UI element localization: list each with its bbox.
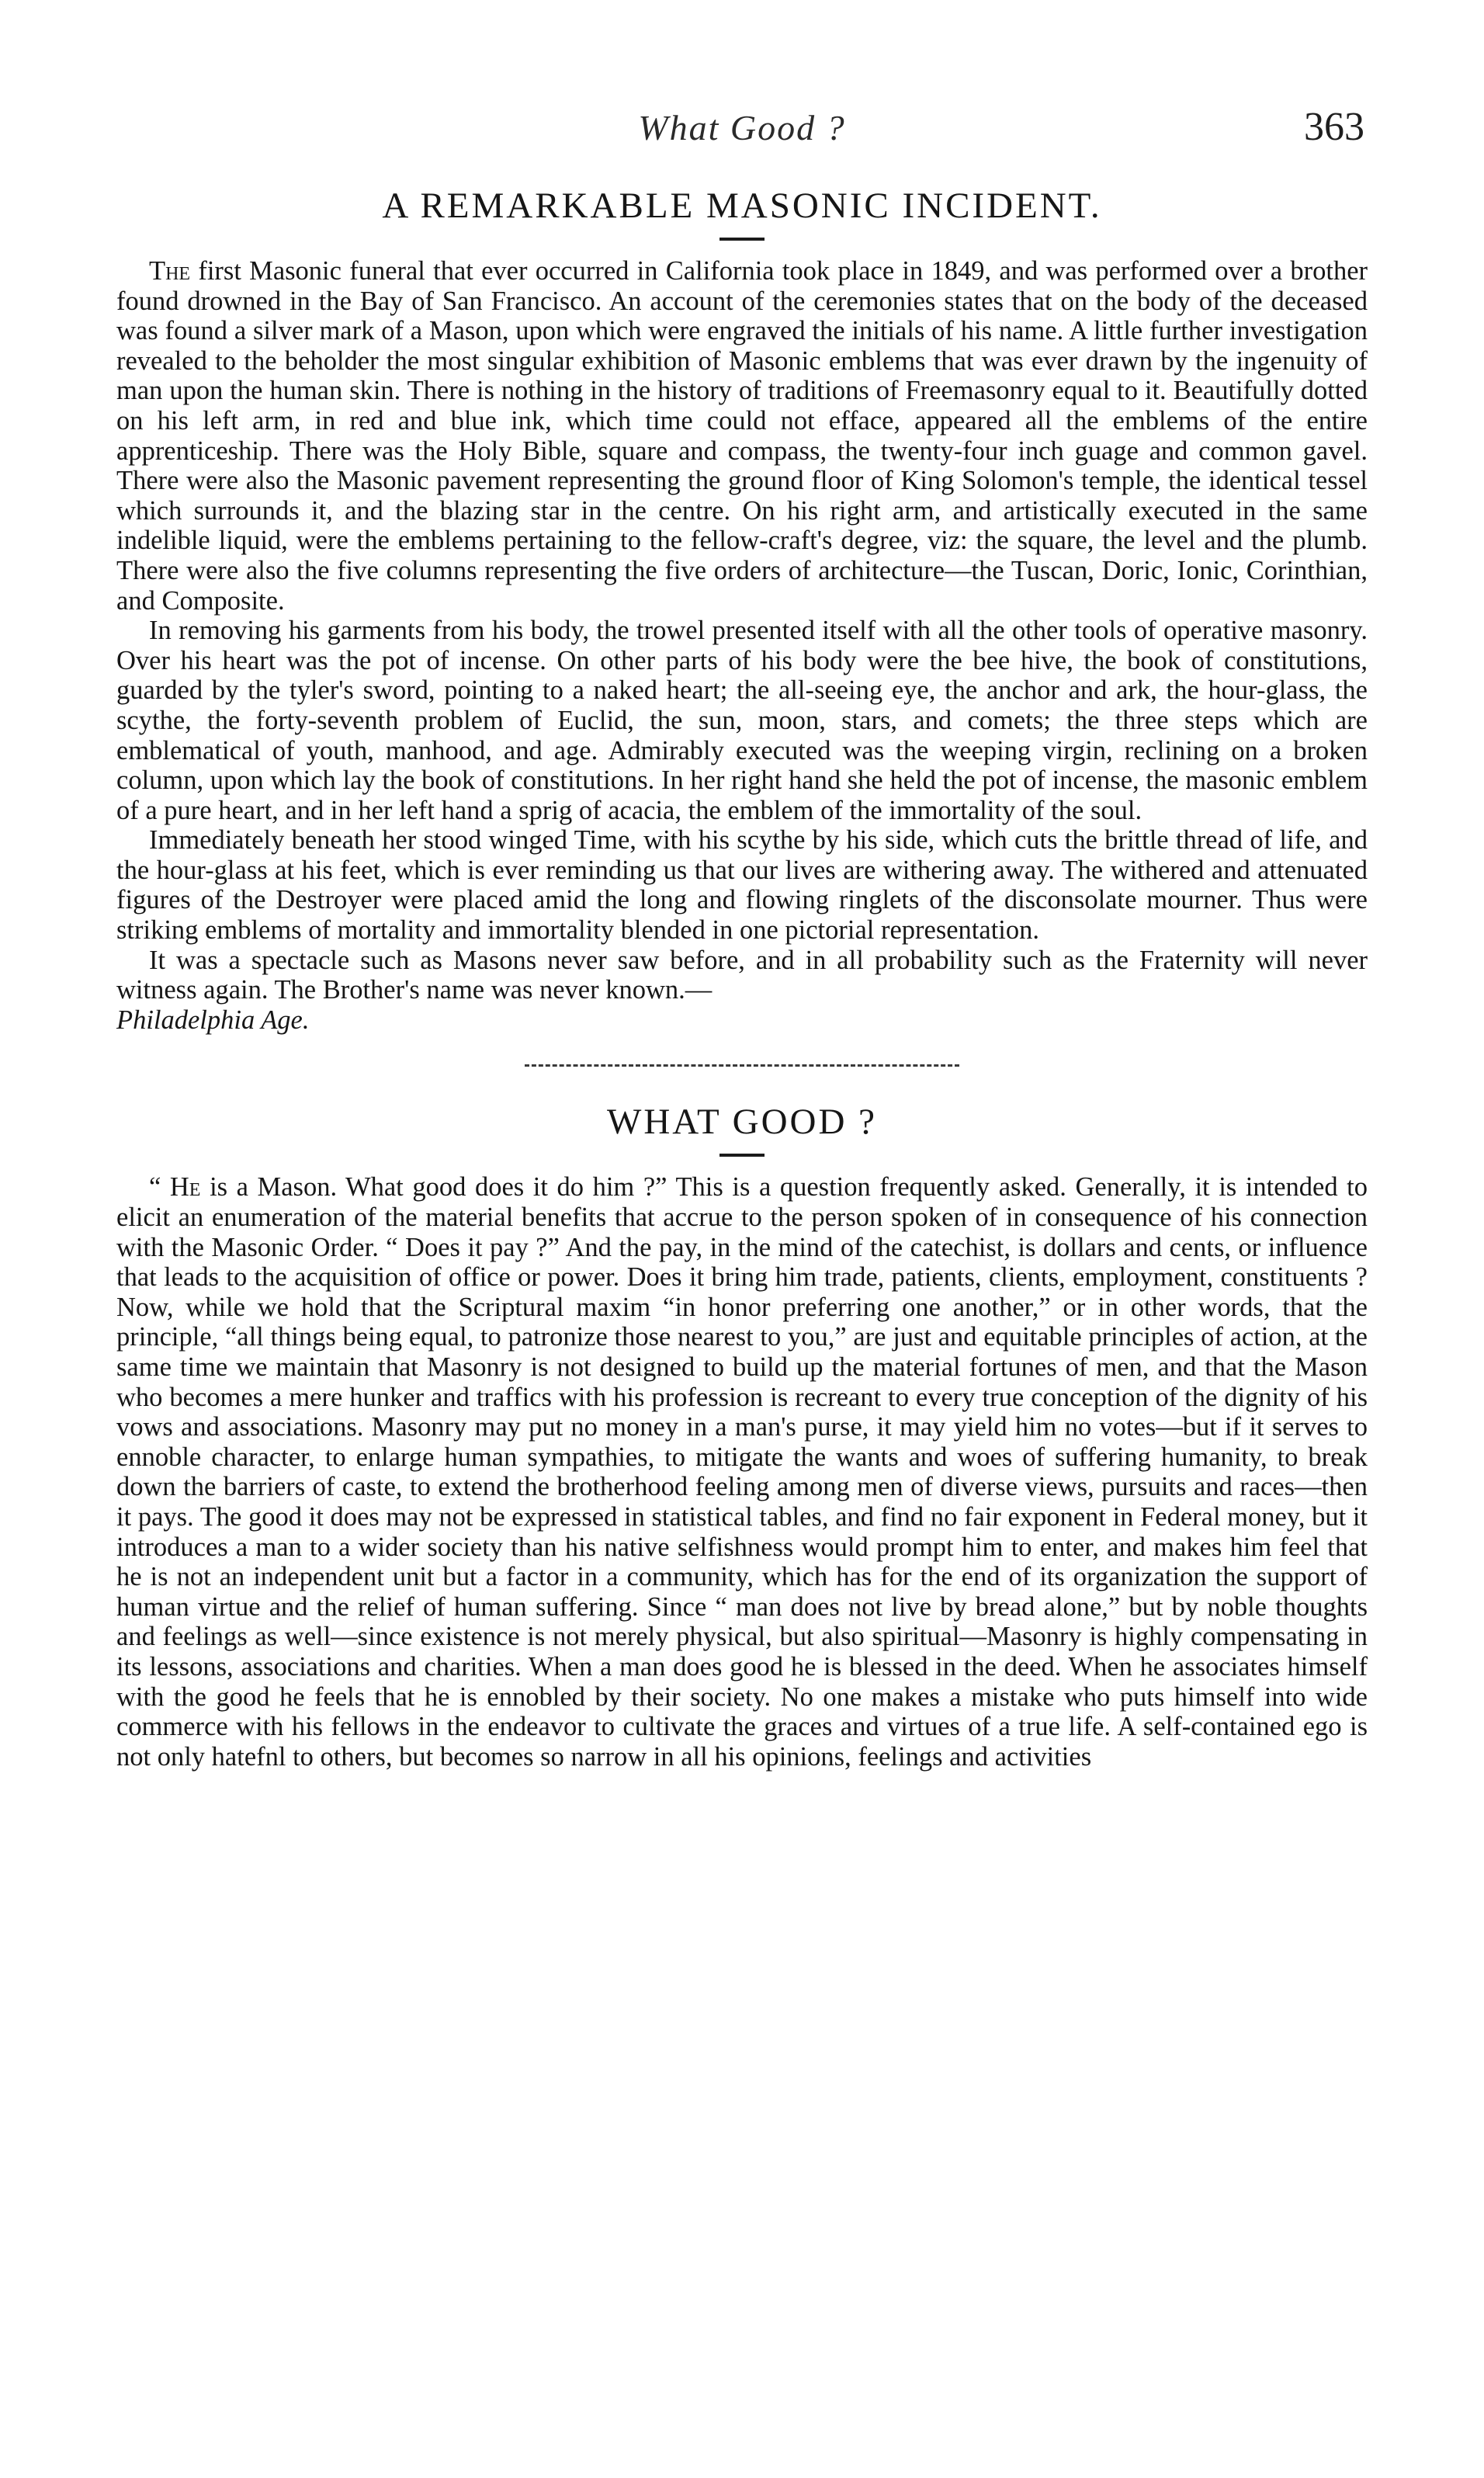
section-separator [525, 1064, 959, 1067]
paragraph-text: first Masonic funeral that ever occurred in California took place in 1849, and was performed over a brother found drowned in the Bay of San Francisco. An account of the ceremonies states that on the body of the deceased was found a silver mark of a Mason, upon which were engraved the initials of his name. A little further investigation revealed to the beholder the most singular exhibition of Masonic emblems that was ever drawn by the ingenuity of man upon the human skin. There is nothing in the history of traditions of Freemasonry equal to it. Beautifully dotted on his left arm, in red and blue ink, which time could not efface, appeared all the emblems of the entire apprenticeship. There was the Holy Bible, square and compass, the twenty-four inch guage and common gavel. There were also the Masonic pavement representing the ground floor of King Solomon's temple, the identical tessel which surrounds it, and the blazing star in the centre. On his right arm, and artistically executed in the same indelible liquid, were the emblems pertaining to the fellow-craft's degree, viz: the square, the level and the plumb. There were also the five columns representing the five orders of architecture—the Tuscan, Doric, Ionic, Corinthian, and Composite. [116, 256, 1368, 616]
article2-paragraph-1 [116, 1172, 1368, 1772]
paragraph-text: In removing his garments from his body, the trowel presented itself with all the other tools of operative masonry. Over his heart was the pot of incense. On other parts of his body were the bee hive, the book of constitutions, guarded by the tyler's sword, pointing to a naked heart; the all-seeing eye, the anchor and ark, the hour-glass, the scythe, the forty-seventh problem of Euclid, the sun, moon, stars, and comets; the three steps which are emblematical of youth, manhood, and age. Admirably executed was the weeping virgin, reclining on a broken column, upon which lay the book of constitutions. In her right hand she held the pot of incense, the masonic emblem of a pure heart, and in her left hand a sprig of acacia, the emblem of the immortality of the soul. [116, 616, 1368, 825]
page-number: 363 [1304, 105, 1364, 149]
running-head [116, 93, 1368, 163]
paragraph-text: It was a spectacle such as Masons never saw before, and in all probability such as the Fraternity will never witness again. The Brother's name was never known.— [116, 945, 1368, 1005]
article1-paragraph-1 [116, 256, 1368, 616]
source-attribution: Philadelphia Age. [116, 1005, 310, 1035]
running-title: What Good ? [638, 108, 846, 148]
article1-paragraph-4 [116, 946, 1368, 1005]
title-rule [719, 238, 765, 241]
article1-paragraph-2 [116, 616, 1368, 825]
article-title-masonic-incident: A REMARKABLE MASONIC INCIDENT. [382, 186, 1102, 226]
page [116, 93, 1368, 1772]
paragraph-text: Immediately beneath her stood winged Time, with his scythe by his side, which cuts the brittle thread of life, and the hour-glass at his feet, which is ever reminding us that our lives are withering away. The withered and attenuated figures of the Destroyer were placed amid the long and flowing ringlets of the disconsolate mourner. Thus were striking emblems of mortality and immortality blended in one pictorial representation. [116, 825, 1368, 946]
lead-word: The [149, 256, 191, 286]
paragraph-text: is a Mason. What good does it do him ?” This is a question frequently asked. Generally, it is intended to elicit an enumeration of the material benefits that accrue to the person spoken of in consequence of his connection with the Masonic Order. “ Does it pay ?” And the pay, in the mind of the catechist, is dollars and cents, or influence that leads to the acquisition of office or power. Does it bring him trade, patients, clients, employment, constituents ? Now, while we hold that the Scriptural maxim “in honor preferring one another,” or in other words, that the principle, “all things being equal, to patronize those nearest to you,” are just and equitable principles of action, at the same time we maintain that Masonry is not designed to build up the material fortunes of men, and that the Mason who becomes a mere hunker and traffics with his profession is recreant to every true conception of the dignity of his vows and associations. Masonry may put no money in a man's purse, it may yield him no votes—but if it serves to ennoble character, to enlarge human sympathies, to mitigate the wants and woes of suffering humanity, to break down the barriers of caste, to extend the brotherhood feeling among men of diverse views, pursuits and races—then it pays. The good it does may not be expressed in statistical tables, and find no fair exponent in Federal money, but it introduces a man to a wider society than his native selfishness would prompt him to enter, and makes him feel that he is not an independent unit but a factor in a community, which has for the end of its organization the support of human virtue and the relief of human suffering. Since “ man does not live by bread alone,” but by noble thoughts and feelings as well—since existence is not merely physical, but also spiritual—Masonry is highly compensating in its lessons, associations and charities. When a man does good he is blessed in the deed. When he associates himself with the good he feels that he is ennobled by their society. No one makes a mistake who puts himself into wide commerce with his fellows in the endeavor to cultivate the graces and virtues of a true life. A self-contained ego is not only hatefnl to others, but becomes so narrow in all his opinions, feelings and activities [116, 1172, 1368, 1772]
article1-paragraph-3 [116, 825, 1368, 945]
lead-word: “ He [149, 1172, 201, 1203]
article-title-what-good: WHAT GOOD ? [606, 1102, 878, 1143]
title-rule [719, 1154, 765, 1157]
